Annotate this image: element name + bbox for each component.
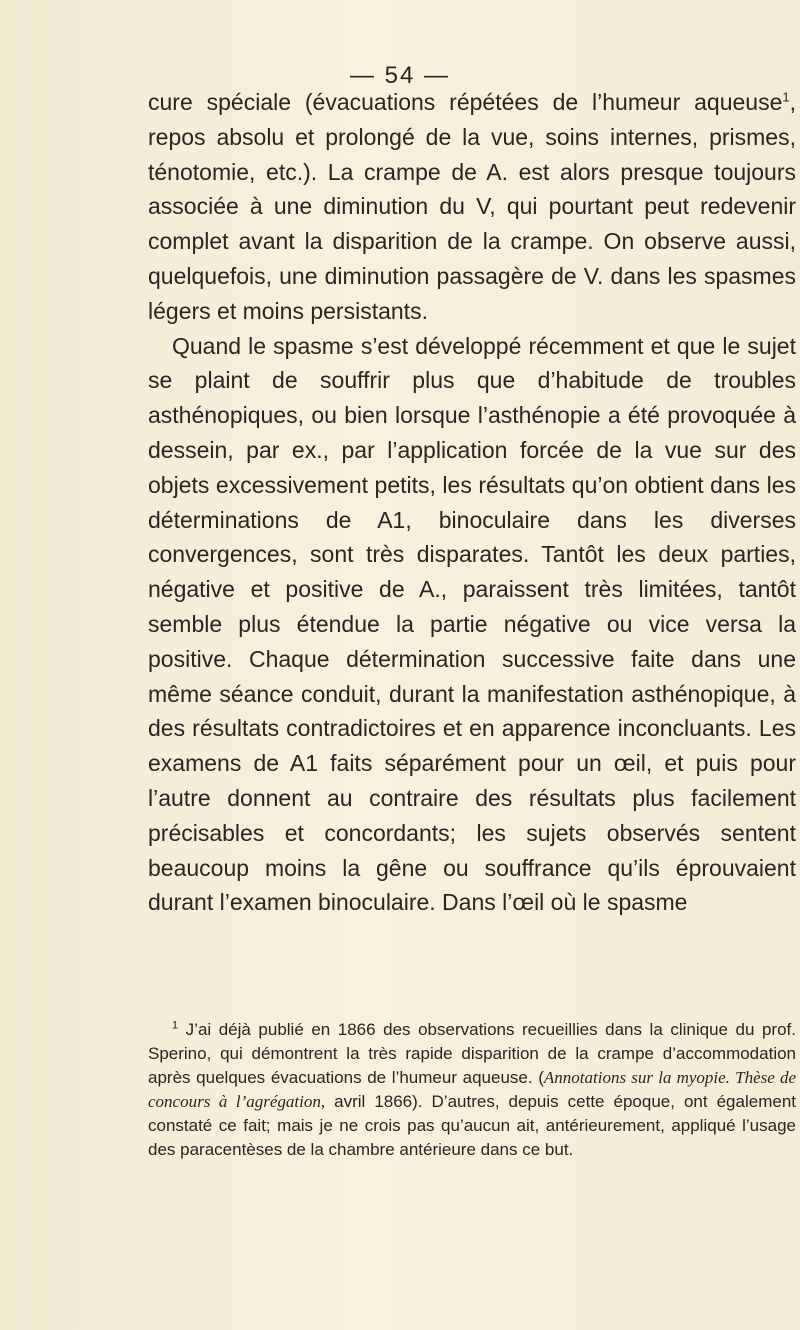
footnote-text [148, 1018, 796, 1162]
footnote [148, 1018, 796, 1162]
paragraph-1 [148, 85, 796, 329]
footnote-text-start: J’ai déjà publié en 1866 des observations recueillies dans la clinique du prof. Sperino, qui démontrent la très rapide disparition de la crampe d’accommodation après quelques évacuations de l’humeur aqueuse. ( [148, 1020, 796, 1087]
paragraph-1-text-continued: , repos absolu et prolongé de la vue, soins internes, prismes, ténotomie, etc.). La crampe de A. est alors presque toujours associée à une diminution du V, qui pourtant peut redevenir complet avant la disparition de la crampe. On observe aussi, quelquefois, une diminution passagère de V. dans les spasmes légers et moins persistants. [148, 89, 796, 324]
footnote-citation-title: Annotations sur la myopie. Thèse de concours à l’agrégation, [148, 1068, 797, 1111]
paragraph-1-text: cure spéciale (évacuations répétées de l’humeur aqueuse [148, 89, 783, 115]
footnote-reference: 1 [782, 89, 790, 105]
page-number: — 54 — [349, 62, 451, 89]
body-text [148, 85, 796, 920]
footnote-text-end: avril 1866). D’autres, depuis cette époque, ont également constaté ce fait; mais je ne crois pas qu’aucun ait, antérieurement, appliqué l’usage des paracentèses de la chambre antérieure dans ce but. [148, 1092, 796, 1159]
paragraph-2: Quand le spasme s’est développé récemment et que le sujet se plaint de souffrir plus que d’habitude de troubles asthénopiques, ou bien lorsque l’asthénopie a été provoquée à dessein, par ex., par l’application forcée de la vue sur des objets excessivement petits, les résultats qu’on obtient dans les déterminations de A1, binoculaire dans les diverses convergences, sont très disparates. Tantôt les deux parties, négative et positive de A., paraissent très limitées, tantôt semble plus étendue la partie négative ou vice versa la positive. Chaque détermination successive faite dans une même séance conduit, durant la manifestation asthénopique, à des résultats contradictoires et en apparence inconcluants. Les examens de A1 faits séparément pour un œil, et puis pour l’autre donnent au contraire des résultats plus facilement précisables et concordants; les sujets observés sentent beaucoup moins la gêne ou souffrance qu’ils éprouvaient durant l’examen binoculaire. Dans l’œil où le spasme [148, 332, 796, 916]
footnote-marker: 1 [172, 1019, 179, 1032]
